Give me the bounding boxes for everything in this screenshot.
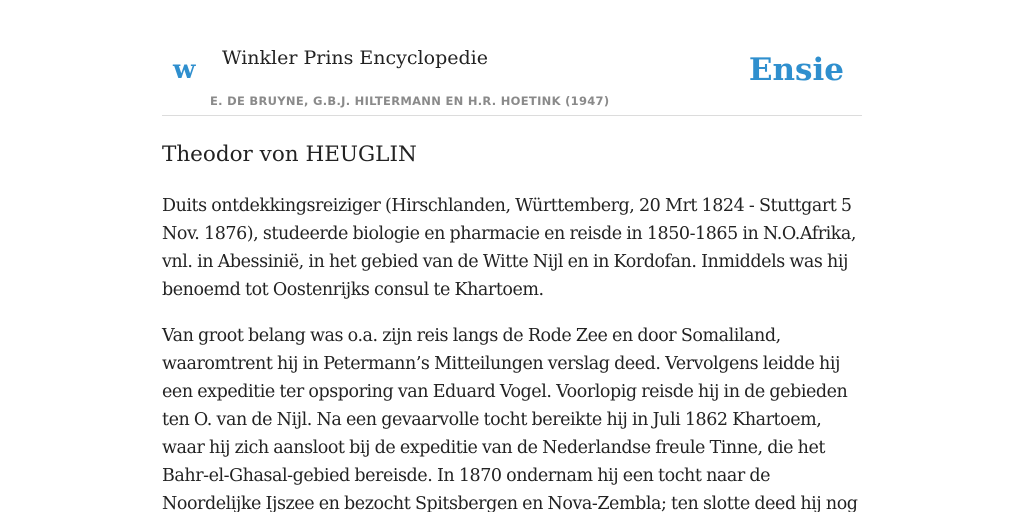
article-paragraph: Duits ontdekkingsreiziger (Hirschlanden, Württemberg, 20 Mrt 1824 - Stuttgart 5 Nov. 1876), studeerde biologie en pharmacie en reisde in 1850-1865 in N.O.Afrika, vnl. in Abessinië, in het gebied van de Witte Nijl en in Kordofan. Inmiddels was hij benoemd tot Oostenrijks consul te Khartoem. (162, 196, 857, 300)
article-paragraph: Van groot belang was o.a. zijn reis langs de Rode Zee en door Somaliland, waaromtrent hij in Petermann’s Mitteilungen verslag deed. Vervolgens leidde hij een expeditie ter opsporing van Eduard Vogel. Voorlopig reisde hij in de gebieden ten O. van de Nijl. Na een gevaarvolle tocht bereikte hij in Juli 1862 Khartoem, waar hij zich aansloot bij de expeditie van de Nederlandse freule Tinne, die het Bahr-el-Ghasal-gebied bereisde. In 1870 ondernam hij een tocht naar de Noordelijke Ijszee en bezocht Spitsbergen en Nova-Zembla; ten slotte deed hij nog (162, 326, 858, 512)
source-logo-icon[interactable]: w (173, 55, 196, 85)
source-title[interactable]: Winkler Prins Encyclopedie (222, 47, 488, 69)
brand-logo-link[interactable]: Ensie (748, 52, 844, 88)
source-authors: E. DE BRUYNE, G.B.J. HILTERMANN EN H.R. HOETINK (1947) (210, 94, 610, 108)
article-body (162, 192, 862, 512)
article-title: Theodor von HEUGLIN (162, 142, 417, 167)
source-header (162, 0, 862, 116)
